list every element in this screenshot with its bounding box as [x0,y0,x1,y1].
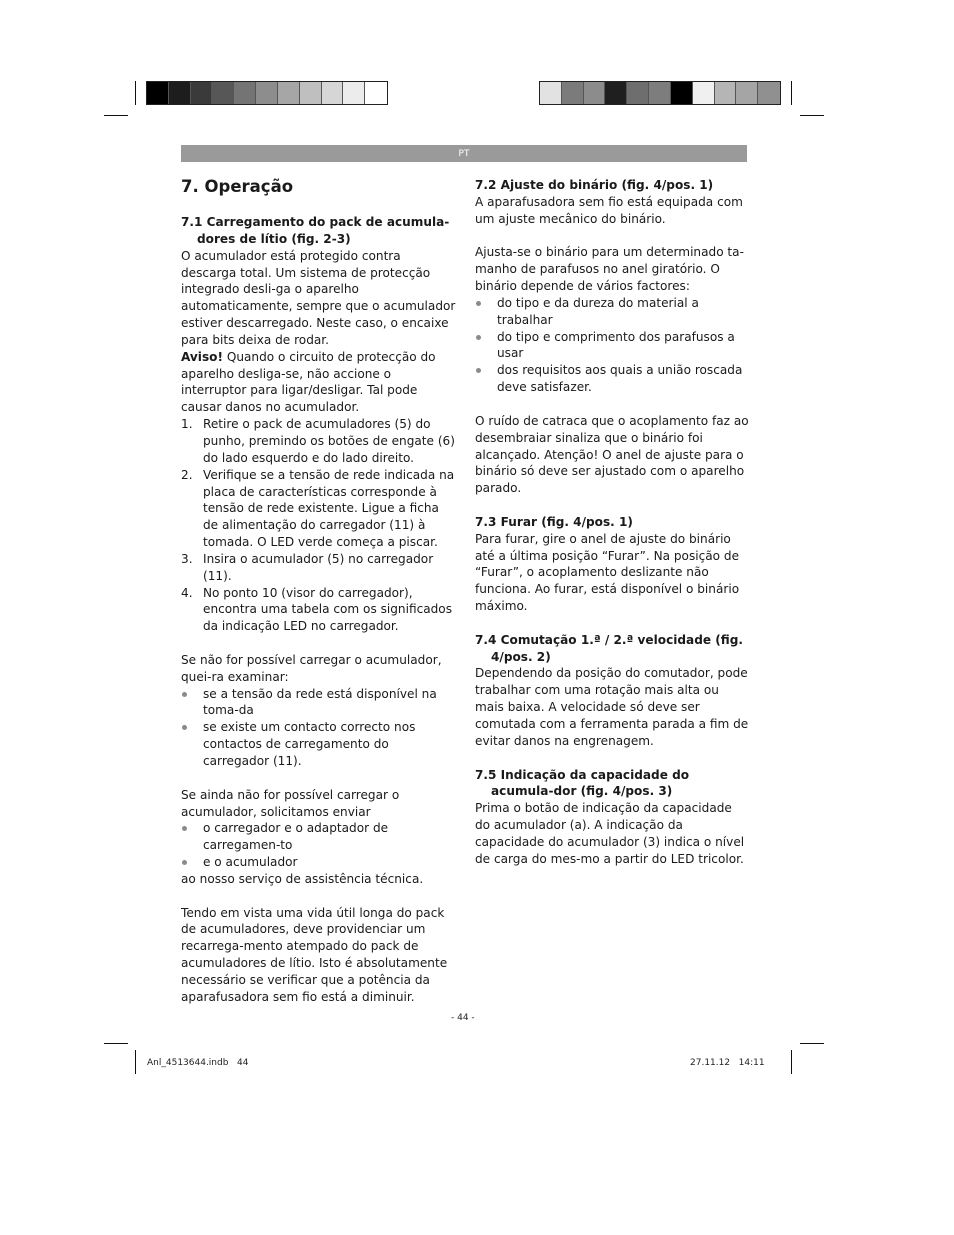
list-item: 2. Verifique se a tensão de rede indicada na placa de características corresponde à tensão de rede existente. Ligue a ficha de alimentação do carregador (11) à tomada. O LED verde começa a piscar. [181,467,455,550]
warning-text: Quando o circuito de protecção do aparelho desliga-se, não accione o interruptor para ligar/desligar. Tal pode causar danos no acumulador. [181,349,436,415]
crop-mark [135,1050,136,1074]
color-swatch [627,82,649,104]
color-swatch [649,82,671,104]
color-swatch [343,82,365,104]
list-item: 1. Retire o pack de acumuladores (5) do punho, premindo os botões de engate (6) do lado esquerdo e do lado direito. [181,417,455,465]
language-code: PT [458,148,470,159]
paragraph-torque-intro: A aparafusadora sem fio está equipada com um ajuste mecânico do binário. [475,194,743,226]
paragraph-service: ao nosso serviço de assistência técnica. [181,871,424,886]
file-info: Anl_4513644.indb 44 [147,1058,249,1068]
color-swatch [562,82,584,104]
warning-paragraph [181,349,456,416]
bullet-icon [182,860,187,865]
crop-mark [800,115,824,116]
color-calibration-bar-right [539,81,781,105]
check-list [181,686,456,770]
crop-mark [791,1050,792,1074]
list-item: se existe um contacto correcto nos contactos de carregamento do carregador (11). [181,719,456,770]
torque-factors-list [475,295,750,396]
color-swatch [758,82,780,104]
page-number: - 44 - [451,1013,475,1023]
bullet-icon [182,826,187,831]
subsection-heading-7-2: 7.2 Ajuste do binário (fig. 4/pos. 1) [475,178,714,192]
section-title: 7. Operação [181,177,294,196]
color-swatch [671,82,693,104]
color-calibration-bar-left [146,81,388,105]
crop-mark [135,81,136,105]
subsection-heading-7-1: 7.1 Carregamento do pack de acumula-dores de lítio (fig. 2-3) [181,215,450,246]
bullet-icon [182,692,187,697]
list-item: dos requisitos aos quais a união roscada deve satisfazer. [475,362,750,396]
list-item: 3. Insira o acumulador (5) no carregador (11). [181,551,434,583]
list-item: e o acumulador [181,854,456,871]
subsection-heading-7-5: 7.5 Indicação da capacidade do acumula-dor (fig. 4/pos. 3) [475,767,690,799]
paragraph-send: Se ainda não for possível carregar o acumulador, solicitamos enviar [181,787,400,819]
paragraph-speed: Dependendo da posição do comutador, pode trabalhar com uma rotação mais alta ou mais baixa. A velocidade só deve ser comutada com a ferramenta parada a fim de evitar danos na engrenagem. [475,666,749,748]
subsection-heading-7-4: 7.4 Comutação 1.ª / 2.ª velocidade (fig. 4/pos. 2) [475,632,744,664]
paragraph-check: Se não for possível carregar o acumulador, quei-ra examinar: [181,652,442,684]
paragraph-protection: O acumulador está protegido contra descarga total. Um sistema de protecção integrado desli-ga o aparelho automaticamente, sempre que o acumulador estiver descarregado. Neste caso, o encaixe para bits deixa de rodar. [181,248,456,347]
list-item: se a tensão da rede está disponível na toma-da [181,686,456,720]
list-item: o carregador e o adaptador de carregamen-to [181,820,456,854]
color-swatch [147,82,169,104]
color-swatch [300,82,322,104]
bullet-icon [182,725,187,730]
crop-mark [800,1043,824,1044]
list-item: 4. No ponto 10 (visor do carregador), encontra uma tabela com os significados da indicação LED no carregador. [181,585,453,634]
print-datetime: 27.11.12 14:11 [690,1058,765,1068]
right-column [475,177,750,868]
paragraph-drilling: Para furar, gire o anel de ajuste do binário até a última posição “Furar”. Na posição de “Furar”, o acoplamento deslizante não funciona. Ao furar, está disponível o binário máximo. [475,531,740,614]
color-swatch [715,82,737,104]
warning-label: Aviso! [181,349,223,364]
send-list [181,820,456,871]
crop-mark [104,115,128,116]
bullet-icon [476,368,481,373]
charging-steps [181,416,456,635]
paragraph-torque-factors: Ajusta-se o binário para um determinado ta-manho de parafusos no anel giratório. O binário depende de vários factores: [475,245,744,294]
color-swatch [191,82,213,104]
color-swatch [169,82,191,104]
color-swatch [256,82,278,104]
color-swatch [365,82,387,104]
color-swatch [278,82,300,104]
subsection-heading-7-3: 7.3 Furar (fig. 4/pos. 1) [475,514,633,529]
left-column [181,172,456,1006]
paragraph-ratchet: O ruído de catraca que o acoplamento faz ao desembraiar sinaliza que o binário foi alcançado. Atenção! O anel de ajuste para o binário só deve ser ajustado com o aparelho parado. [475,413,749,496]
paragraph-battery-life: Tendo em vista uma vida útil longa do pack de acumuladores, deve providenciar um recarrega-mento atempado do pack de acumuladores de lítio. Isto é absolutamente necessário se verificar que a potência da aparafusadora sem fio está a diminuir. [181,905,448,1004]
list-item: do tipo e da dureza do material a trabalhar [475,295,750,329]
color-swatch [693,82,715,104]
crop-mark [104,1043,128,1044]
list-item: do tipo e comprimento dos parafusos a usar [475,329,750,363]
bullet-icon [476,301,481,306]
color-swatch [540,82,562,104]
color-swatch [212,82,234,104]
bullet-icon [476,335,481,340]
color-swatch [234,82,256,104]
language-header-bar [181,145,747,162]
paragraph-capacity: Prima o botão de indicação da capacidade do acumulador (a). A indicação da capacidade do acumulador (3) indica o nível de carga do mes-mo a partir do LED tricolor. [475,801,745,866]
color-swatch [322,82,344,104]
color-swatch [736,82,758,104]
color-swatch [584,82,606,104]
crop-mark [791,81,792,105]
color-swatch [605,82,627,104]
